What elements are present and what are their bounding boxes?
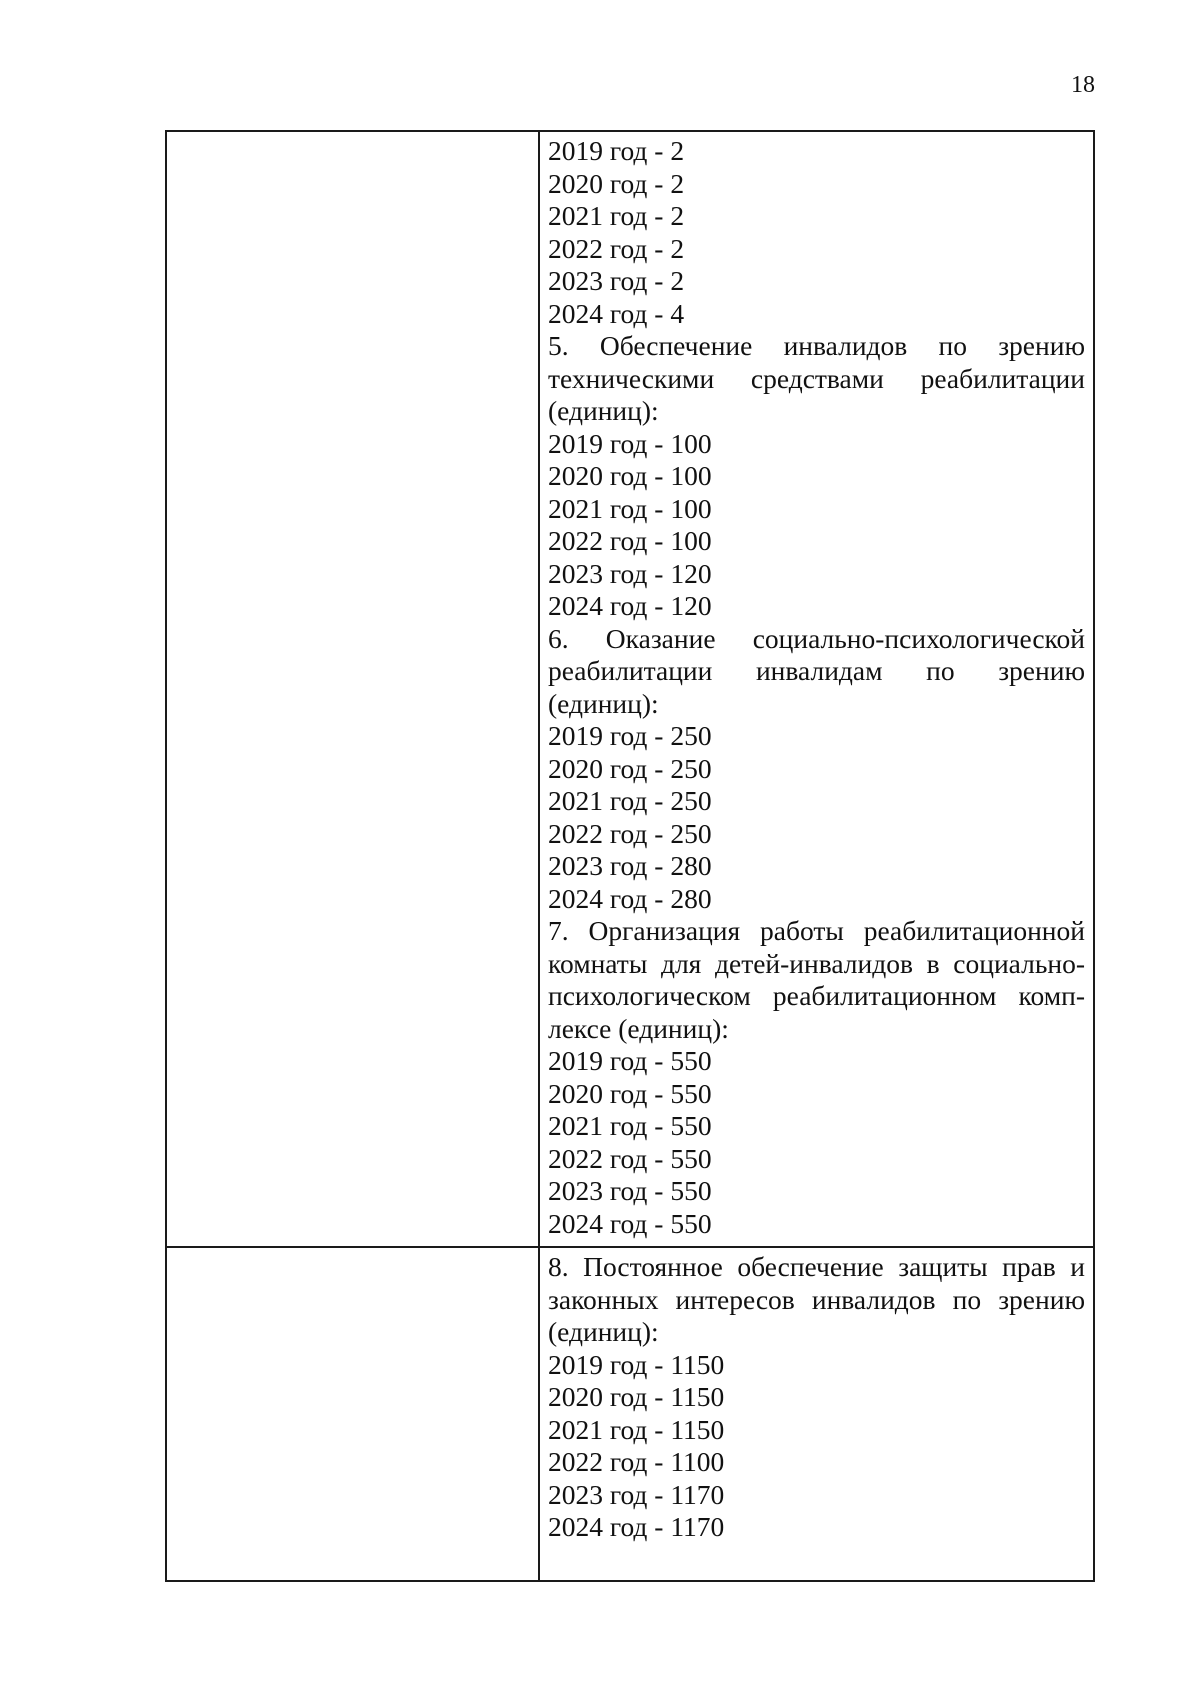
year-value-line: 2020 год - 250 [548, 752, 712, 784]
indicators-table [165, 130, 1095, 1582]
year-value-line: 2019 год - 100 [548, 427, 712, 459]
table-cell-right [539, 131, 1094, 1247]
cell-lines [540, 132, 1093, 1240]
year-value-line: 2020 год - 550 [548, 1077, 712, 1109]
year-value-line: 2022 год - 250 [548, 817, 712, 849]
table-row [166, 1247, 1094, 1581]
year-value-line: 2021 год - 550 [548, 1110, 712, 1141]
year-value-line: 2022 год - 550 [548, 1142, 712, 1174]
year-value-line: 2022 год - 100 [548, 525, 712, 556]
year-value-line: 2020 год - 1150 [548, 1381, 725, 1412]
year-value-line: 2019 год - 550 [548, 1045, 712, 1076]
indicator-heading: 6. Оказание социально-психологической реабилитации инвалидам по зрению (единиц): [548, 622, 1085, 719]
year-value-line: 2024 год - 4 [548, 297, 685, 329]
year-value-line: 2022 год - 2 [548, 232, 685, 264]
year-value-line: 2024 год - 1170 [548, 1511, 725, 1542]
year-value-line: 2021 год - 100 [548, 492, 712, 524]
cell-lines [540, 1248, 1093, 1544]
year-value-line: 2021 год - 1150 [548, 1413, 725, 1445]
year-value-line: 2020 год - 2 [548, 167, 685, 199]
year-value-line: 2024 год - 280 [548, 882, 712, 914]
year-value-line: 2022 год - 1100 [548, 1446, 725, 1477]
indicator-heading: 7. Организация работы реабилитационной комнаты для детей-инвалидов в социально-психологическом реабилитационном комп-лексе (единиц): [548, 915, 1085, 1044]
year-value-line: 2023 год - 120 [548, 557, 712, 589]
year-value-line: 2019 год - 2 [548, 135, 685, 166]
year-value-line: 2021 год - 250 [548, 785, 712, 816]
year-value-line: 2021 год - 2 [548, 200, 685, 231]
table-row [166, 131, 1094, 1247]
year-value-line: 2023 год - 2 [548, 265, 685, 296]
table-cell-right [539, 1247, 1094, 1581]
indicator-heading: 5. Обеспечение инвалидов по зрению техническими средствами реабилитации (единиц): [548, 330, 1085, 426]
year-value-line: 2019 год - 250 [548, 720, 712, 751]
year-value-line: 2024 год - 120 [548, 590, 712, 621]
year-value-line: 2023 год - 1170 [548, 1478, 725, 1510]
table-cell-left [166, 1247, 539, 1581]
year-value-line: 2023 год - 550 [548, 1175, 712, 1206]
year-value-line: 2024 год - 550 [548, 1207, 712, 1239]
year-value-line: 2023 год - 280 [548, 850, 712, 881]
indicator-heading: 8. Постоянное обеспечение защиты прав и законных интересов инвалидов по зрению (единиц): [548, 1251, 1085, 1347]
year-value-line: 2019 год - 1150 [548, 1348, 725, 1380]
page-number: 18 [1071, 72, 1095, 98]
table-cell-left [166, 131, 539, 1247]
year-value-line: 2020 год - 100 [548, 460, 712, 491]
